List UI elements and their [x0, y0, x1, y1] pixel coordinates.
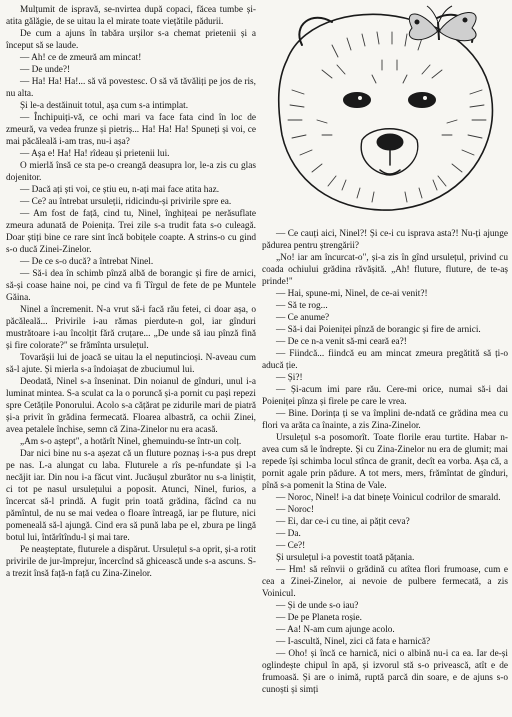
paragraph: — Ei, dar ce-i cu tine, ai pățit ceva?: [276, 517, 410, 527]
paragraph: — Ce cauți aici, Ninel?! Și ce-i cu isprava asta?! Nu-ți ajunge pădurea pentru ștrengării?: [262, 229, 508, 251]
paragraph: — Și-acum imi pare rău. Cere-mi orice, numai să-i dai Poieniței pînza și firele pe care le vrea.: [262, 385, 508, 407]
paragraph: Tovarășii lui de joacă se uitau la el neputincioși. N-aveau cum să-l ajute. Și mierla s-a îndoiașat de zbuciumul lui.: [6, 353, 256, 375]
paragraph: — Hai, spune-mi, Ninel, de ce-ai venit?!: [276, 289, 428, 299]
paragraph: Și le-a destăinuit totul, așa cum s-a intimplat.: [20, 101, 189, 111]
paragraph: — Noroc!: [276, 505, 314, 515]
paragraph: — Bine. Dorința ți se va împlini de-ndată ce grădina mea cu flori va arăta ca înainte, a zis Zina-Zinelor.: [262, 409, 508, 431]
paragraph: — Să-i dea în schimb pînză albă de borangic și fire de arnici, să-și coase haine noi, pe cind va fi Tîrgul de fete de pe Muntele Găina.: [6, 269, 256, 303]
paragraph: „Am s-o aștept", a hotărît Ninel, ghemuindu-se într-un colț.: [20, 437, 242, 447]
text-column-right: [262, 228, 508, 696]
paragraph: Ninel a încremenit. N-a vrut să-i facă rău fetei, ci doar așa, o păcăleală... Privirile i-au rămas pierdute-n gol, iar gînduri mustrătoare i-au încolțit fără cruțare... „De unde să iau pînză fină și fire colorate?" se frămînta ursulețul.: [6, 305, 256, 351]
text-column-left: [6, 4, 256, 580]
paragraph: — De unde?!: [20, 65, 71, 75]
paragraph: De cum a ajuns în tabăra urșilor s-a chemat prietenii și a început să se laude.: [6, 29, 256, 51]
paragraph: O mierlă însă ce sta pe-o creangă deasupra lor, le-a zis cu glas dojenitor.: [6, 161, 256, 183]
paragraph: Și ursulețul i-a povestit toată pățania.: [276, 553, 415, 563]
paragraph: — Dacă ați ști voi, ce știu eu, n-ați mai face atita haz.: [20, 185, 220, 195]
paragraph: — Hm! să reînvii o grădină cu atîtea flori frumoase, cum e cea a Zinei-Zinelor, ai nevoie de pulbere fermecată, a zis Voinicul.: [262, 565, 508, 599]
paragraph: Ursulețul s-a posomorît. Toate florile erau turtite. Habar n-avea cum să le îndrepte. Și cu Zina-Zinelor nu era de glumit; mai repede își schimba locul stînca de granit, decît ea vorba. Așa că, a pornit agale prin pădure. A tot mers, mers, frămîntat de gînduri, pînă s-a pomenit la Stina de Vale.: [262, 433, 508, 491]
paragraph: — Aa! N-am cum ajunge acolo.: [276, 625, 395, 635]
paragraph: — Ce anume?: [276, 313, 330, 323]
paragraph: — Să te rog...: [276, 301, 328, 311]
paragraph: — Am fost de față, cind tu, Ninel, înghițeai pe nerăsuflate zmeura adunată de Poienița. Trei zile s-a trudit fata s-o culeagă. Doar știți bine ce rare sint încă bobițele coapte. A strins-o cu gind s-o ducă Zinei-Zinelor.: [6, 209, 256, 255]
paragraph: — De ce s-o ducă? a întrebat Ninel.: [20, 257, 154, 267]
paragraph: — Ce? au întrebat ursuleții, ridicindu-și privirile spre ea.: [20, 197, 232, 207]
paragraph: — Să-i dai Poieniței pînză de borangic și fire de arnici.: [276, 325, 481, 335]
paragraph: — Închipuiți-vă, ce ochi mari va face fata cind în loc de zmeură, va vedea frunze și pietriș... Ha! Ha! Ha! Spuneți și voi, ce mai păcăleală i-am tras, nu-i așa?: [6, 113, 256, 147]
paragraph: Pe neașteptate, fluturele a dispărut. Ursulețul s-a oprit, și-a rotit privirile de jur-împrejur, încercînd să ghicească unde s-a ascuns. S-a trezit însă față-n față cu Zina-Zinelor.: [6, 545, 256, 579]
paragraph: Dar nici bine nu s-a așezat că un fluture poznaș i-s-a pus drept pe nas. L-a alungat cu laba. Fluturele a rîs pe-nfundate și l-a necăjit iar. Din nou i-a făcut vint. Jucăușul zburător nu s-a liniștit, ci tot pe nasul ursulețului a poposit. Atunci, Ninel, furios, a încercat să-l prindă. A fugit prin toată grădina, făcînd ca nu pămîntul, de nu se mai vedea o floare întreagă, iar pe fluture, nici pomeneală să-l ajungă. Cind era să pună laba pe el, zbura pe lingă botul lui, întărîtîndu-l și mai tare.: [6, 449, 256, 543]
paragraph: „No! iar am încurcat-o", și-a zis în gînd ursulețul, privind cu coada ochiului grădina răvășită. „Ah! fluture, fluture, de te-aș prinde!": [262, 253, 508, 287]
paragraph: — Da.: [276, 529, 301, 539]
paragraph: — Și de unde s-o iau?: [276, 601, 359, 611]
paragraph: — Ah! ce de zmeură am mincat!: [20, 53, 142, 63]
bear-cub-with-butterfly-illustration: [262, 0, 512, 225]
paragraph: — Așa e! Ha! Ha! rîdeau și prietenii lui.: [20, 149, 170, 159]
paragraph: — Ce?!: [276, 541, 306, 551]
paragraph: — De ce n-a venit să-mi ceară ea?!: [276, 337, 407, 347]
paragraph: — Și?!: [276, 373, 303, 383]
illustration-drawing: [262, 0, 512, 225]
paragraph: Mulțumit de ispravă, se-nvirtea după copaci, făcea tumbe și-atita gălăgie, de se uitau la el mirate toate viețătile pădurii.: [6, 5, 256, 27]
butterfly-icon: [409, 6, 476, 41]
paragraph: — Ha! Ha! Ha!... să vă povestesc. O să vă tăvăliți pe jos de ris, nu alta.: [6, 77, 256, 99]
paragraph: — Noroc, Ninel! i-a dat binețe Voinicul codrilor de smarald.: [276, 493, 501, 503]
paragraph: — Oho! și încă ce harnică, nici o albină nu-i ca ea. Iar de-și oglindește chipul în apă, și izvorul stă s-o privească, atît e de frumoasă. Și are o inimă, ruptă parcă din soare, e de ajuns s-o cunoști și simți: [262, 649, 508, 695]
paragraph: — I-ascultă, Ninel, zici că fata e harnică?: [276, 637, 431, 647]
paragraph: — De pe Planeta roșie.: [276, 613, 362, 623]
paragraph: — Fiindcă... fiindcă eu am mincat zmeura pregătită să ți-o aducă ție.: [262, 349, 508, 371]
paragraph: Deodată, Ninel s-a înseninat. Din noianul de gînduri, unul i-a luminat mintea. S-a sculat ca la o poruncă și-a pornit cu pași repezi spre Cetățile Ponorului. Acolo s-a cățărat pe zidurile mari de piatră și-a privit în grădina fermecată. Floarea albastră, ca ochii Zinei, avea petalele închise, semn că Zina-Zinelor nu era acasă.: [6, 377, 256, 435]
